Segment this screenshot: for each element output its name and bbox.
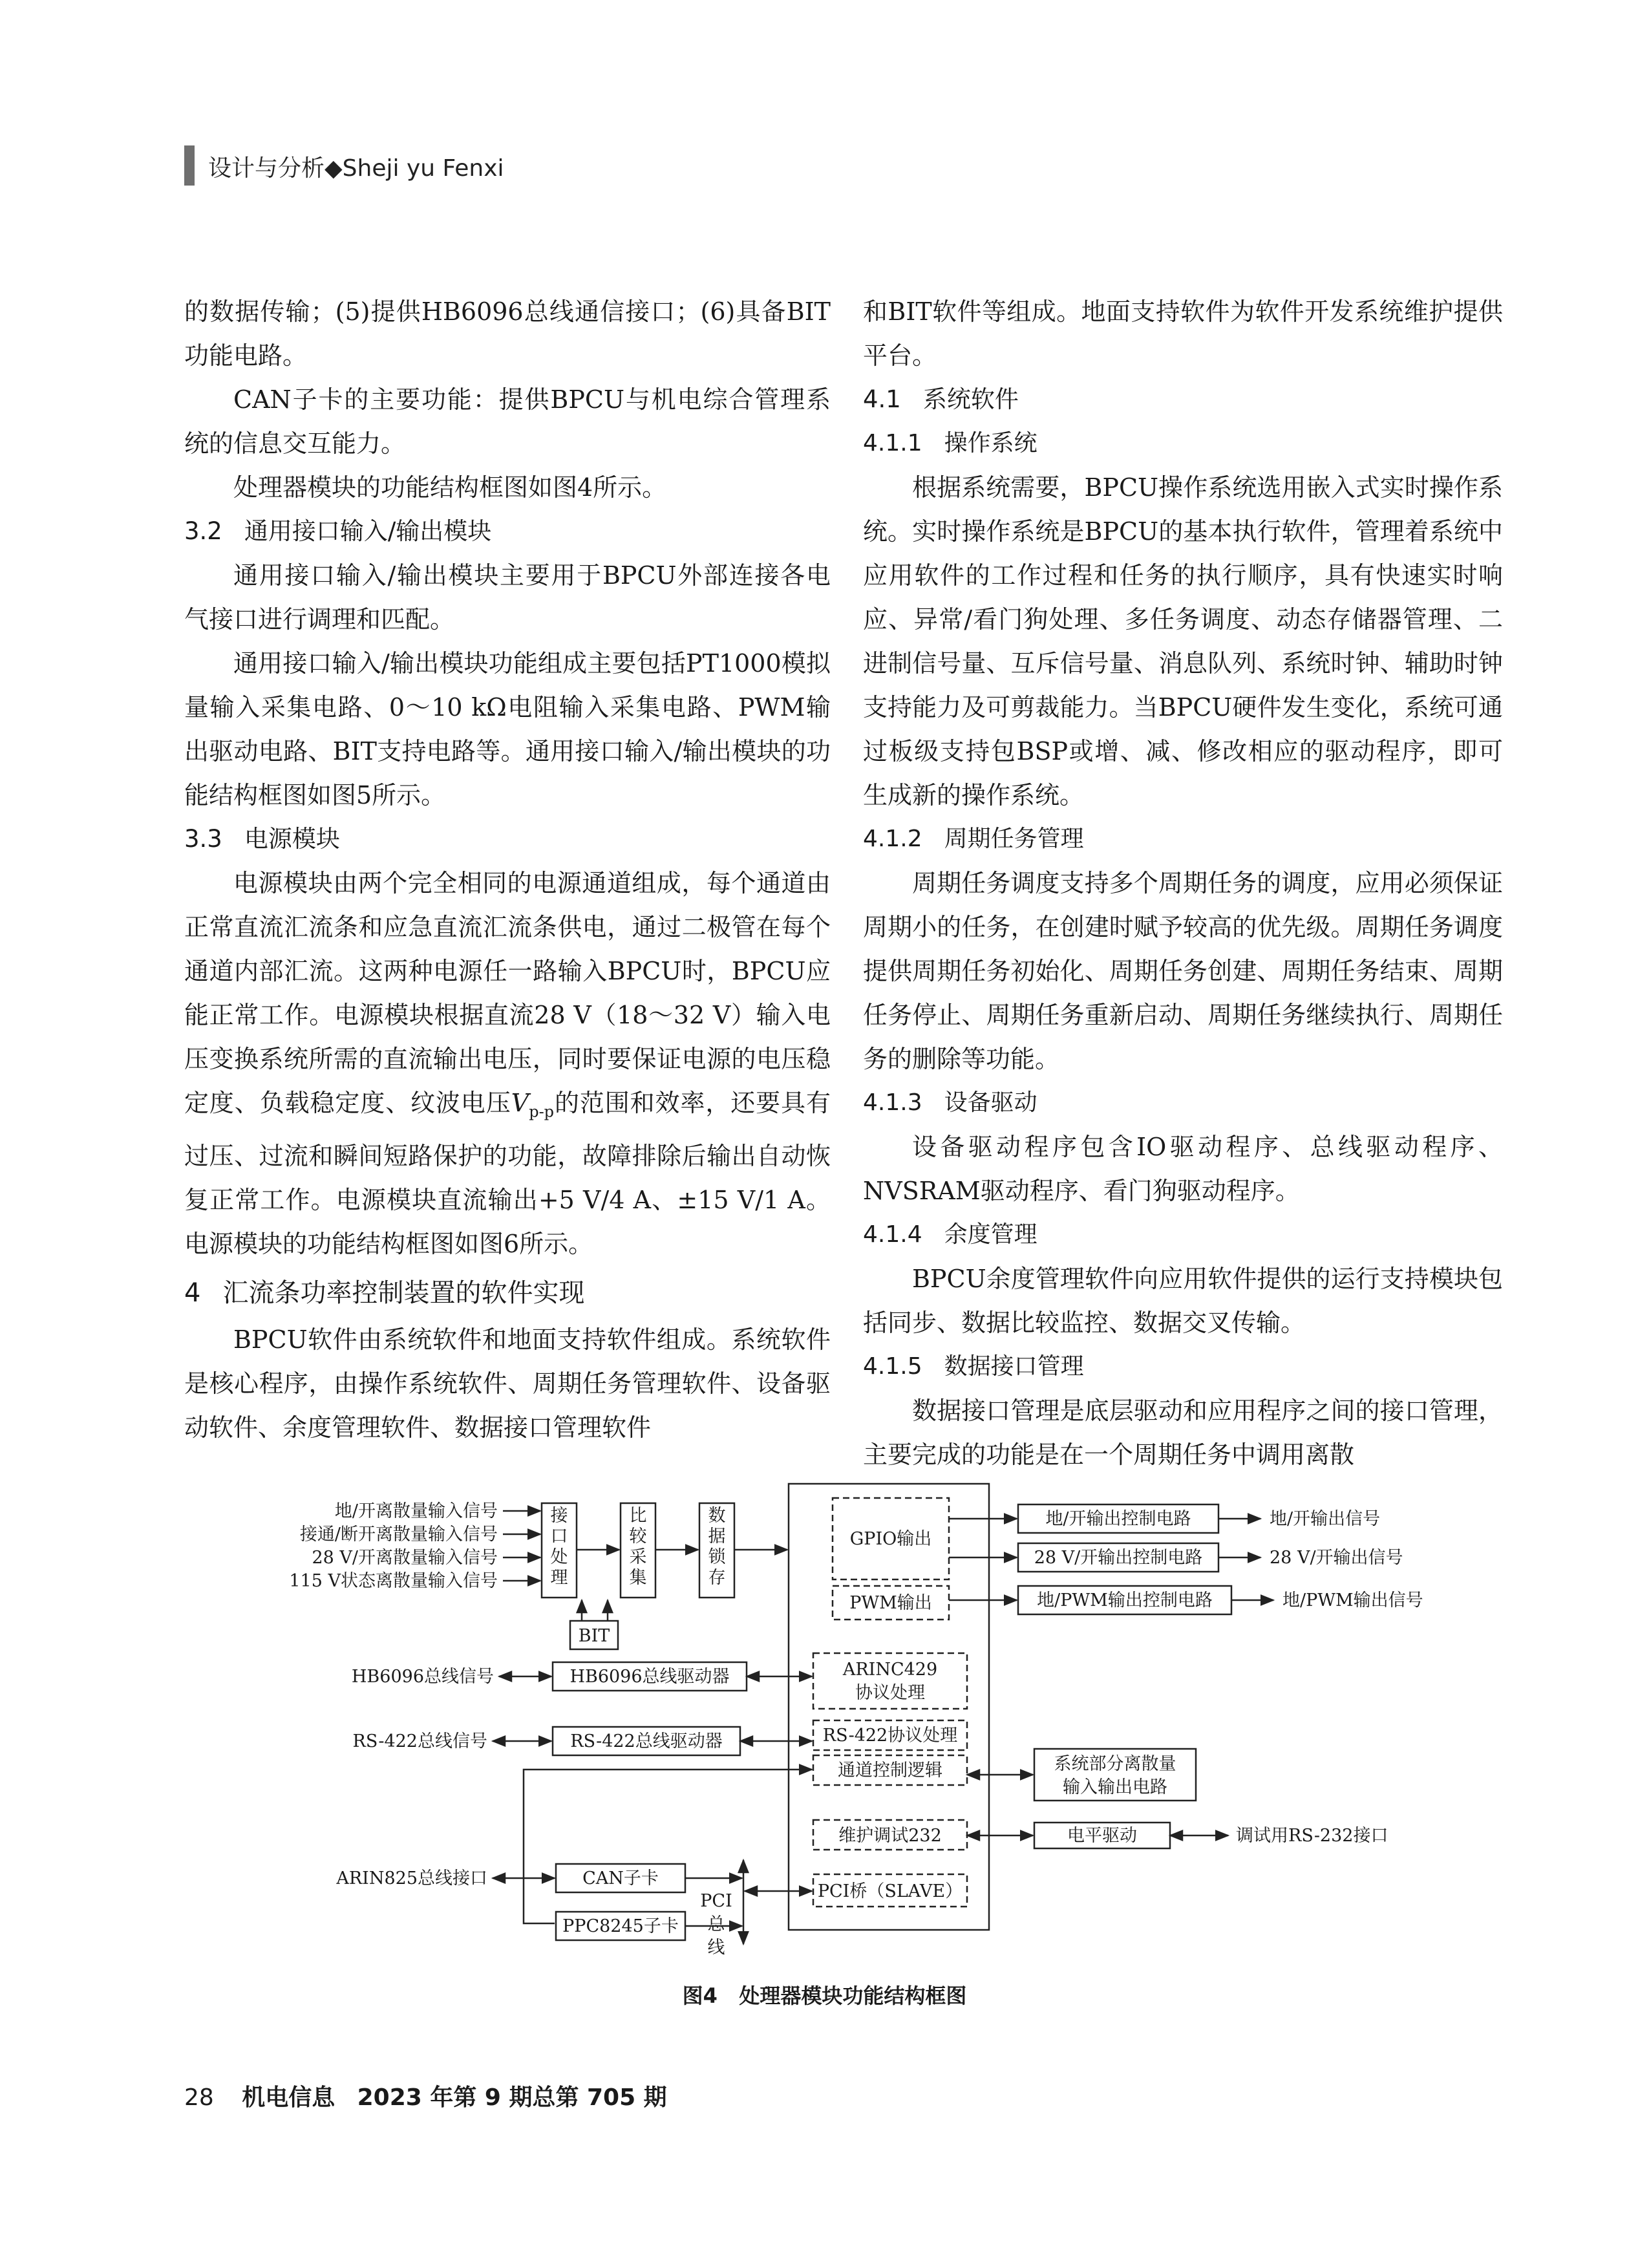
- input-label: 115 V状态离散量输入信号: [289, 1571, 498, 1591]
- stage-interface-label: 接口处理: [550, 1506, 568, 1588]
- pci-bus-label-1: PCI: [700, 1891, 732, 1911]
- section-heading-3-2: 3.2 通用接口输入/输出模块: [184, 517, 492, 545]
- section-heading-4-1-4: 4.1.4 余度管理: [863, 1221, 1037, 1248]
- paragraph: 和BIT软件等组成。地面支持软件为软件开发系统维护提供平台。: [863, 297, 1503, 370]
- maint-label: 维护调试232: [838, 1826, 942, 1846]
- section-heading-3-3: 3.3 电源模块: [184, 825, 340, 853]
- paragraph: BPCU余度管理软件向应用软件提供的运行支持模块包括同步、数据比较监控、数据交叉传输。: [863, 1265, 1503, 1337]
- out-signal-label: 28 V/开输出信号: [1270, 1548, 1403, 1568]
- rs-driver-label: RS-422总线驱动器: [570, 1731, 723, 1751]
- page-footer: [184, 2079, 667, 2112]
- figure-4-block-diagram: [233, 1477, 1474, 1982]
- header-bar: [184, 145, 195, 186]
- paragraph: 处理器模块的功能结构框图如图4所示。: [233, 473, 667, 502]
- out-ctrl-label: 地/PWM输出控制电路: [1037, 1590, 1213, 1610]
- arin-port-label: ARIN825总线接口: [336, 1868, 487, 1888]
- out-signal-label: 地/开输出信号: [1270, 1509, 1381, 1529]
- out-ctrl-label: 28 V/开输出控制电路: [1034, 1548, 1203, 1568]
- section-heading-4: 4 汇流条功率控制装置的软件实现: [184, 1278, 585, 1308]
- hb-signal-label: HB6096总线信号: [351, 1667, 494, 1687]
- section-heading-4-1-5: 4.1.5 数据接口管理: [863, 1353, 1084, 1380]
- input-label: 地/开离散量输入信号: [334, 1501, 498, 1521]
- gpio-label: GPIO输出: [849, 1529, 932, 1549]
- bit-label: BIT: [578, 1626, 610, 1646]
- paragraph: 通用接口输入/输出模块功能组成主要包括PT1000模拟量输入采集电路、0～10 kΩ电阻输入采集电路、PWM输出驱动电路、BIT支持电路等。通用接口输入/输出模块的功能结构框图如图5所示。: [184, 649, 831, 809]
- paragraph: BPCU软件由系统软件和地面支持软件组成。系统软件是核心程序，由操作系统软件、周期任务管理软件、设备驱动软件、余度管理软件、数据接口管理软件: [184, 1325, 831, 1442]
- chan-logic-label: 通道控制逻辑: [838, 1760, 942, 1781]
- pci-bus-label-3: 线: [707, 1938, 725, 1958]
- out-signal-label: 地/PWM输出信号: [1282, 1590, 1423, 1610]
- hb-driver-label: HB6096总线驱动器: [569, 1667, 730, 1687]
- left-column: [184, 290, 831, 1450]
- arinc-label-2: 协议处理: [855, 1683, 925, 1703]
- pci-bus-label-2: 总: [707, 1914, 725, 1934]
- out-ctrl-label: 地/开输出控制电路: [1045, 1509, 1191, 1529]
- sys-disc-label-2: 输入输出电路: [1063, 1777, 1167, 1797]
- paragraph: 周期任务调度支持多个周期任务的调度，应用必须保证周期小的任务，在创建时赋予较高的优先级。周期任务调度提供周期任务初始化、周期任务创建、周期任务结束、周期任务停止、周期任务重新启动、周期任务继续执行、周期任务的删除等功能。: [863, 869, 1503, 1073]
- running-header: 设计与分析◆Sheji yu Fenxi: [208, 155, 504, 182]
- arinc-label-1: ARINC429: [842, 1660, 938, 1680]
- input-label: 28 V/开离散量输入信号: [312, 1548, 498, 1568]
- paragraph: 的数据传输；(5)提供HB6096总线通信接口；(6)具备BIT功能电路。: [184, 297, 831, 370]
- journal-issue: 2023 年第 9 期总第 705 期: [357, 2084, 667, 2111]
- sys-disc-label-1: 系统部分离散量: [1054, 1754, 1176, 1774]
- stage-compare-label: 比较采集: [629, 1506, 647, 1588]
- paragraph: 根据系统需要，BPCU操作系统选用嵌入式实时操作系统。实时操作系统是BPCU的基本执行软件，管理着系统中应用软件的工作过程和任务的执行顺序，具有快速实时响应、异常/看门狗处理、多任务调度、动态存储器管理、二进制信号量、互斥信号量、消息队列、系统时钟、辅助时钟支持能力及可剪裁能力。当BPCU硬件发生变化，系统可通过板级支持包BSP或增、减、修改相应的驱动程序，即可生成新的操作系统。: [863, 473, 1503, 809]
- input-label: 接通/断开离散量输入信号: [299, 1524, 498, 1545]
- paragraph: 设备驱动程序包含IO驱动程序、总线驱动程序、NVSRAM驱动程序、看门狗驱动程序。: [863, 1133, 1503, 1205]
- rs-signal-label: RS-422总线信号: [352, 1731, 487, 1751]
- block-diagram-svg: [233, 1477, 1474, 1982]
- paragraph: 电源模块由两个完全相同的电源通道组成，每个通道由正常直流汇流条和应急直流汇流条供电，通过二极管在每个通道内部汇流。这两种电源任一路输入BPCU时，BPCU应能正常工作。电源模块根据直流28 V（18～32 V）输入电压变换系统所需的直流输出电压，同时要保证电源的电压稳定度、负载稳定度、纹波电压$V_{p-p}$的范围和效率，还要具有过压、过流和瞬间短路保护的功能，故障排除后输出自动恢复正常工作。电源模块直流输出+5 V/4 A、±15 V/1 A。电源模块的功能结构框图如图6所示。: [184, 869, 831, 1258]
- level-drv-label: 电平驱动: [1067, 1826, 1137, 1846]
- section-heading-4-1-2: 4.1.2 周期任务管理: [863, 826, 1084, 852]
- paragraph: 数据接口管理是底层驱动和应用程序之间的接口管理，主要完成的功能是在一个周期任务中调用离散: [863, 1396, 1503, 1469]
- section-heading-4-1-3: 4.1.3 设备驱动: [863, 1089, 1037, 1116]
- paragraph: 通用接口输入/输出模块主要用于BPCU外部连接各电气接口进行调理和匹配。: [184, 561, 831, 634]
- figure-caption: 图4 处理器模块功能结构框图: [682, 1984, 967, 2008]
- pci-bridge-label: PCI桥（SLAVE）: [817, 1881, 963, 1901]
- processor-box: [789, 1484, 989, 1930]
- ppc-card-label: PPC8245子卡: [562, 1916, 679, 1936]
- stage-latch-label: 数据锁存: [708, 1506, 726, 1588]
- rs-proto-label: RS-422协议处理: [822, 1726, 958, 1746]
- pwm-label: PWM输出: [849, 1593, 932, 1613]
- journal-name: 机电信息: [242, 2084, 335, 2111]
- paragraph: CAN子卡的主要功能：提供BPCU与机电综合管理系统的信息交互能力。: [184, 385, 831, 458]
- section-heading-4-1: 4.1 系统软件: [863, 385, 1019, 413]
- can-card-label: CAN子卡: [582, 1868, 659, 1888]
- debug-port-label: 调试用RS-232接口: [1236, 1826, 1388, 1846]
- right-column: [863, 290, 1503, 1477]
- section-heading-4-1-1: 4.1.1 操作系统: [863, 430, 1037, 456]
- page-number: 28: [184, 2084, 214, 2111]
